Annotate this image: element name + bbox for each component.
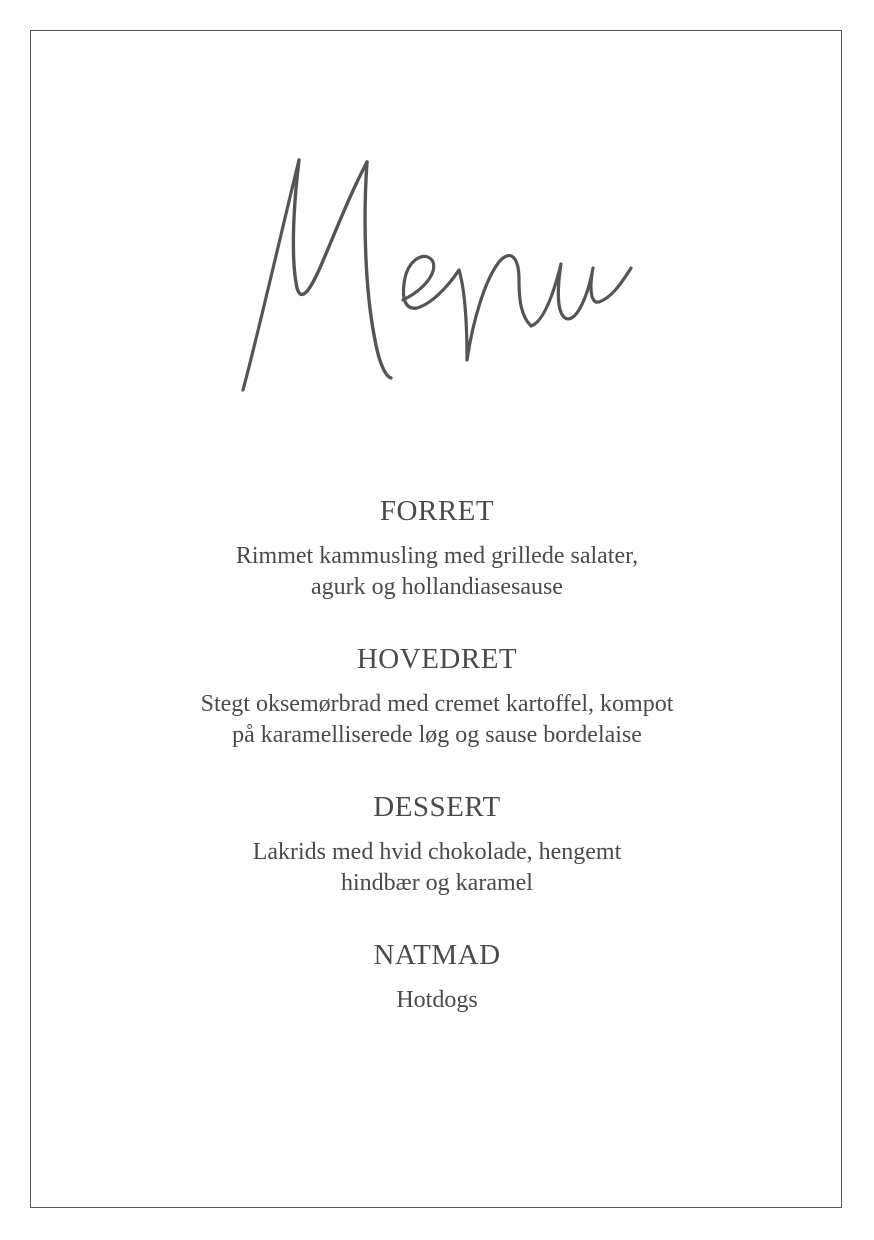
section-forret: [0, 492, 874, 603]
section-heading: NATMAD: [373, 939, 501, 971]
section-heading: DESSERT: [373, 791, 501, 823]
dish-description-line: Lakrids med hvid chokolade, hengemt: [252, 839, 622, 865]
dish-description-line: hindbær og karamel: [341, 870, 533, 896]
section-dessert: [0, 788, 874, 899]
dish-description-line: Rimmet kammusling med grillede salater,: [235, 543, 639, 569]
menu-sections: [0, 492, 874, 1053]
dish-description-line: på karamelliserede løg og sause bordelaise: [232, 722, 642, 748]
menu-title: [0, 140, 874, 410]
dish-description-line: Hotdogs: [396, 987, 478, 1013]
section-heading: HOVEDRET: [356, 643, 518, 675]
dish-description-line: agurk og hollandiasesause: [311, 574, 563, 600]
dish-description-line: Stegt oksemørbrad med cremet kartoffel, kompot: [200, 691, 674, 717]
section-natmad: [0, 936, 874, 1016]
section-heading: FORRET: [379, 495, 495, 527]
section-hovedret: [0, 640, 874, 751]
menu-title-script: [227, 140, 647, 410]
